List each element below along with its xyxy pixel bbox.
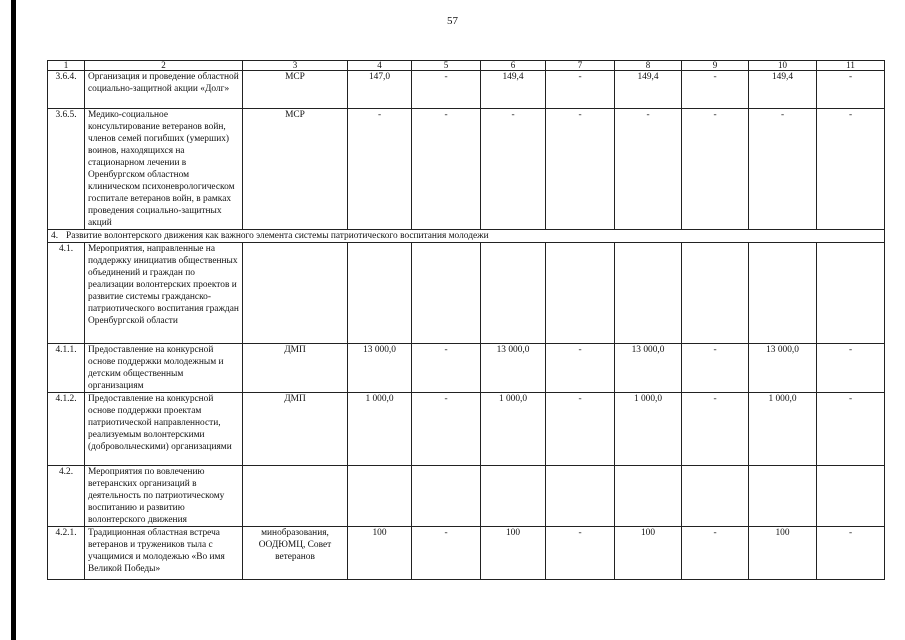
item-executor: ДМП xyxy=(243,393,348,466)
value-cell: - xyxy=(682,71,749,109)
column-number-cell: 3 xyxy=(243,61,348,71)
value-cell xyxy=(682,243,749,344)
value-cell xyxy=(817,466,885,527)
value-cell: 1 000,0 xyxy=(749,393,817,466)
value-cell: - xyxy=(749,109,817,230)
value-cell xyxy=(749,243,817,344)
column-number-cell: 10 xyxy=(749,61,817,71)
value-cell xyxy=(615,243,682,344)
value-cell: - xyxy=(817,393,885,466)
value-cell: - xyxy=(412,393,481,466)
column-number-cell: 9 xyxy=(682,61,749,71)
item-name: Предоставление на конкурсной основе поддержки молодежным и детским общественным организациям xyxy=(85,344,243,393)
item-executor: ДМП xyxy=(243,344,348,393)
value-cell xyxy=(682,466,749,527)
value-cell xyxy=(481,243,546,344)
section-row xyxy=(48,230,885,243)
value-cell: 13 000,0 xyxy=(615,344,682,393)
item-name: Медико-социальное консультирование ветеранов войн, членов семей погибших (умерших) воинов, находящихся на стационарном лечении в Оренбургском областном клиническом психоневрологическом госпитале ветеранов войн, в рамках проведения социально-защитных акций xyxy=(85,109,243,230)
item-name: Предоставление на конкурсной основе поддержки проектам патриотической направленности, реализуемым волонтерскими (добровольческими) организациями xyxy=(85,393,243,466)
column-number-cell: 2 xyxy=(85,61,243,71)
column-number-cell: 11 xyxy=(817,61,885,71)
value-cell: 1 000,0 xyxy=(348,393,412,466)
value-cell: - xyxy=(615,109,682,230)
table-row xyxy=(48,71,885,109)
item-executor: МСР xyxy=(243,109,348,230)
value-cell: - xyxy=(412,71,481,109)
item-name: Традиционная областная встреча ветеранов и тружеников тыла с учащимися и молодежью «Во имя Великой Победы» xyxy=(85,527,243,580)
value-cell: 149,4 xyxy=(481,71,546,109)
value-cell: - xyxy=(546,109,615,230)
table-row xyxy=(48,344,885,393)
value-cell: - xyxy=(412,109,481,230)
value-cell xyxy=(412,466,481,527)
column-number-cell: 7 xyxy=(546,61,615,71)
value-cell xyxy=(348,466,412,527)
value-cell xyxy=(546,243,615,344)
table-row xyxy=(48,109,885,230)
page-number: 57 xyxy=(447,15,458,27)
value-cell: - xyxy=(546,344,615,393)
value-cell: - xyxy=(682,527,749,580)
value-cell: - xyxy=(412,344,481,393)
item-name: Мероприятия по вовлечению ветеранских организаций в деятельность по патриотическому воспитанию и развитию волонтерского движения xyxy=(85,466,243,527)
table-row xyxy=(48,243,885,344)
item-executor xyxy=(243,466,348,527)
column-number-cell: 1 xyxy=(48,61,85,71)
table-body xyxy=(48,61,885,580)
value-cell xyxy=(546,466,615,527)
table-row xyxy=(48,527,885,580)
value-cell: 100 xyxy=(615,527,682,580)
value-cell: - xyxy=(481,109,546,230)
table-row xyxy=(48,393,885,466)
column-number-cell: 8 xyxy=(615,61,682,71)
value-cell xyxy=(412,243,481,344)
item-number: 4.1.1. xyxy=(48,344,85,393)
value-cell: 1 000,0 xyxy=(481,393,546,466)
value-cell: 100 xyxy=(749,527,817,580)
item-number: 4.2. xyxy=(48,466,85,527)
value-cell: - xyxy=(412,527,481,580)
value-cell: - xyxy=(682,393,749,466)
item-number: 3.6.4. xyxy=(48,71,85,109)
value-cell: - xyxy=(546,71,615,109)
value-cell: 13 000,0 xyxy=(481,344,546,393)
item-name: Мероприятия, направленные на поддержку инициатив общественных объединений и граждан по реализации волонтерских проектов и развитие системы гражданско-патриотического воспитания граждан Оренбургской области xyxy=(85,243,243,344)
column-number-row xyxy=(48,61,885,71)
value-cell xyxy=(749,466,817,527)
item-name: Организация и проведение областной социально-защитной акции «Долг» xyxy=(85,71,243,109)
section-number: 4. xyxy=(51,231,59,241)
value-cell xyxy=(615,466,682,527)
item-executor: минобразования, ООДЮМЦ, Совет ветеранов xyxy=(243,527,348,580)
value-cell: - xyxy=(682,109,749,230)
item-number: 3.6.5. xyxy=(48,109,85,230)
value-cell: 147,0 xyxy=(348,71,412,109)
value-cell xyxy=(481,466,546,527)
item-number: 4.1.2. xyxy=(48,393,85,466)
column-number-cell: 5 xyxy=(412,61,481,71)
value-cell: 13 000,0 xyxy=(348,344,412,393)
value-cell: 100 xyxy=(481,527,546,580)
item-executor: МСР xyxy=(243,71,348,109)
table-row xyxy=(48,466,885,527)
item-executor xyxy=(243,243,348,344)
value-cell: - xyxy=(817,109,885,230)
column-number-cell: 6 xyxy=(481,61,546,71)
value-cell: - xyxy=(817,71,885,109)
value-cell xyxy=(817,243,885,344)
value-cell: - xyxy=(817,527,885,580)
column-number-cell: 4 xyxy=(348,61,412,71)
value-cell: 13 000,0 xyxy=(749,344,817,393)
value-cell: - xyxy=(682,344,749,393)
value-cell: 149,4 xyxy=(615,71,682,109)
value-cell: 100 xyxy=(348,527,412,580)
value-cell: 1 000,0 xyxy=(615,393,682,466)
item-number: 4.2.1. xyxy=(48,527,85,580)
value-cell: 149,4 xyxy=(749,71,817,109)
program-table xyxy=(47,60,885,580)
value-cell: - xyxy=(817,344,885,393)
value-cell: - xyxy=(348,109,412,230)
value-cell: - xyxy=(546,393,615,466)
section-heading xyxy=(48,230,885,243)
value-cell xyxy=(348,243,412,344)
binding-edge xyxy=(11,0,16,640)
item-number: 4.1. xyxy=(48,243,85,344)
section-title: Развитие волонтерского движения как важного элемента системы патриотического воспитания молодежи xyxy=(66,231,489,241)
value-cell: - xyxy=(546,527,615,580)
